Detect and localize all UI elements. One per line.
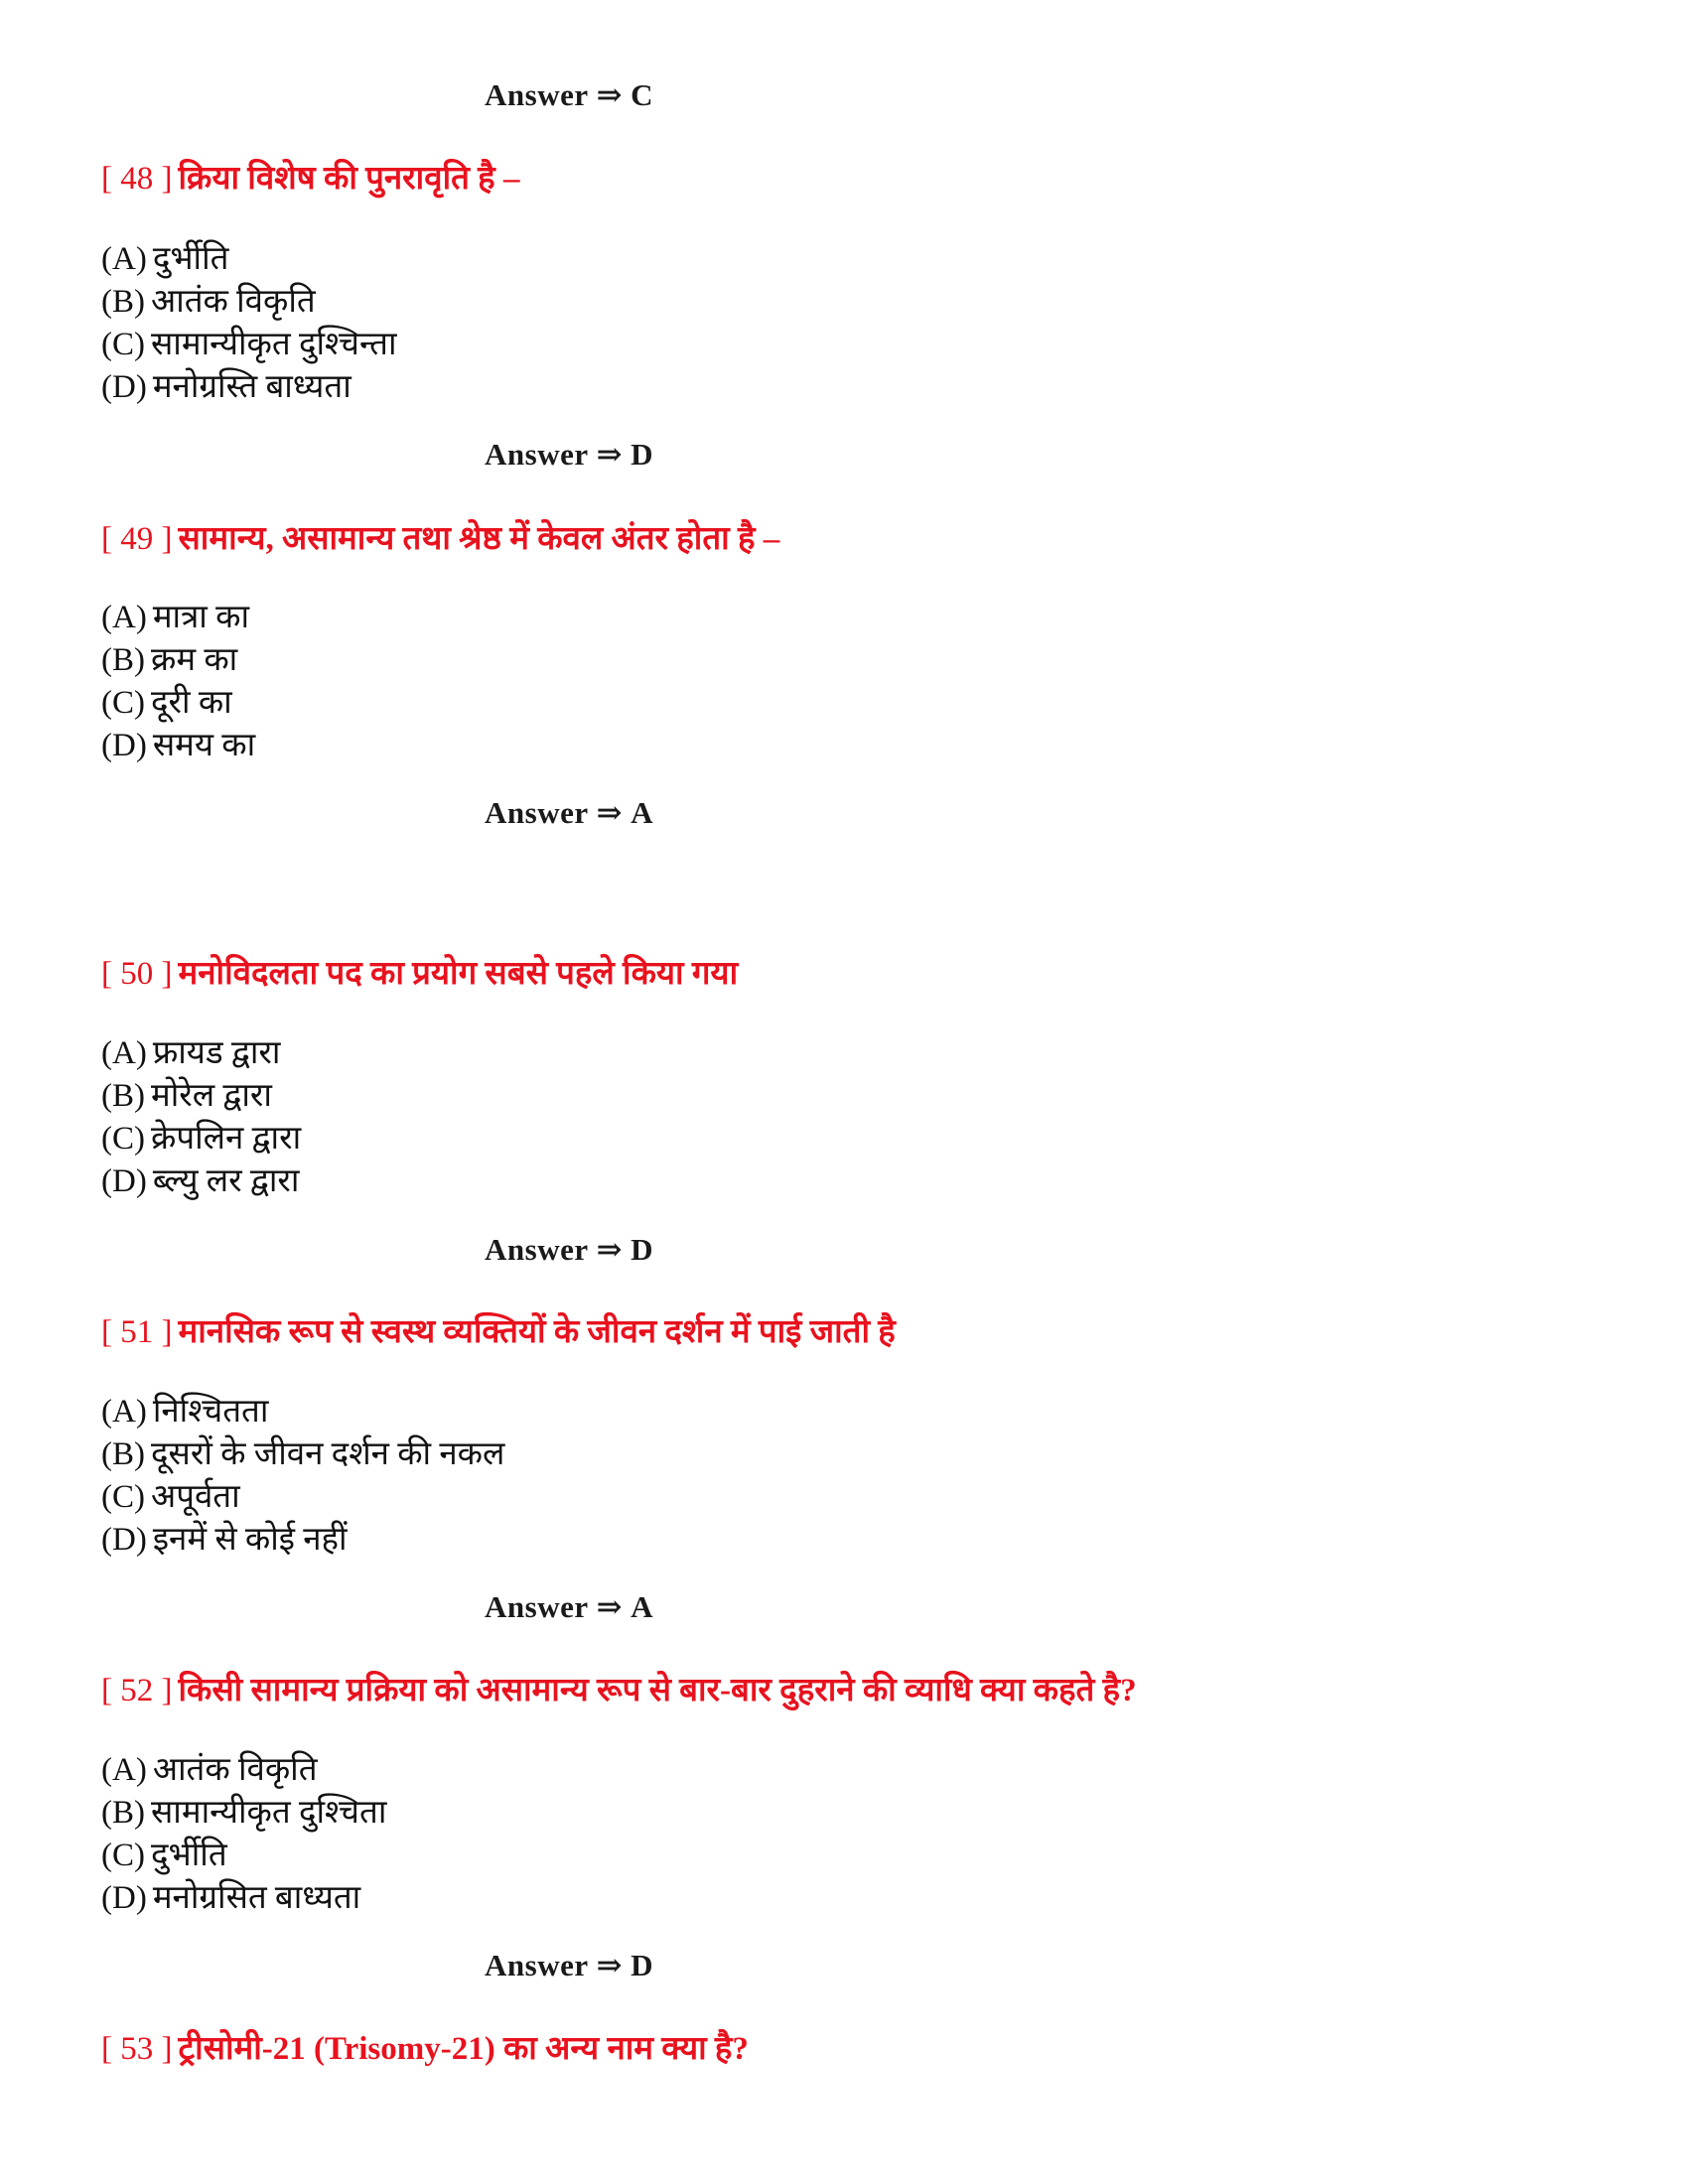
- answer-value: D: [631, 1948, 653, 1982]
- option-item: [101, 277, 316, 322]
- option-text: मात्रा का: [152, 600, 249, 635]
- option-text: आतंक विकृति: [151, 284, 316, 320]
- option-item: [101, 721, 255, 765]
- answer-value: A: [631, 1589, 653, 1624]
- option-text: इनमें से कोई नहीं: [152, 1522, 348, 1558]
- question-heading: [101, 154, 519, 199]
- answer-line: [485, 795, 653, 831]
- option-text: दूरी का: [151, 685, 232, 721]
- option-label: (D): [101, 728, 147, 763]
- option-item: [101, 635, 237, 680]
- option-text: समय का: [152, 728, 256, 763]
- double-arrow-icon: ⇒: [596, 77, 624, 112]
- option-item: [101, 1157, 299, 1201]
- option-text: फ्रायड द्वारा: [152, 1035, 281, 1071]
- option-text: क्रेपलिन द्वारा: [151, 1121, 302, 1157]
- answer-label: Answer: [485, 1589, 589, 1624]
- double-arrow-icon: ⇒: [596, 1232, 624, 1267]
- option-item: [101, 234, 228, 279]
- option-label: (B): [101, 1436, 145, 1472]
- option-item: [101, 593, 249, 637]
- option-item: [101, 678, 232, 723]
- option-item: [101, 1028, 280, 1073]
- option-label: (D): [101, 1522, 147, 1558]
- option-text: निश्चितता: [152, 1394, 269, 1430]
- option-item: [101, 1430, 504, 1474]
- question-number: [ 52 ]: [101, 1673, 173, 1708]
- answer-value: D: [631, 1232, 653, 1267]
- answer-line: [485, 77, 653, 113]
- double-arrow-icon: ⇒: [596, 1589, 624, 1624]
- answer-label: Answer: [485, 437, 589, 472]
- option-label: (B): [101, 284, 145, 320]
- question-text: ट्रीसोमी-21 (Trisomy-21) का अन्य नाम क्या है?: [178, 2031, 749, 2067]
- answer-label: Answer: [485, 795, 589, 830]
- option-label: (C): [101, 1838, 145, 1873]
- answer-label: Answer: [485, 1948, 589, 1982]
- question-text: क्रिया विशेष की पुनरावृति है –: [178, 161, 520, 197]
- option-label: (B): [101, 1078, 145, 1114]
- answer-value: D: [631, 437, 653, 472]
- answer-label: Answer: [485, 77, 589, 112]
- option-text: अपूर्वता: [151, 1479, 240, 1515]
- option-text: ब्ल्यु लर द्वारा: [152, 1163, 300, 1199]
- option-text: दुर्भीति: [151, 1838, 227, 1873]
- question-number: [ 51 ]: [101, 1314, 173, 1350]
- option-item: [101, 1873, 360, 1918]
- option-text: मनोग्रसित बाध्यता: [152, 1880, 361, 1916]
- question-heading: [101, 949, 738, 994]
- option-text: आतंक विकृति: [152, 1752, 318, 1788]
- option-item: [101, 1745, 318, 1790]
- option-text: दूसरों के जीवन दर्शन की नकल: [151, 1436, 505, 1472]
- question-heading: [101, 2024, 749, 2069]
- option-text: दुर्भीति: [152, 241, 229, 277]
- double-arrow-icon: ⇒: [596, 795, 624, 830]
- option-item: [101, 362, 352, 407]
- option-label: (C): [101, 327, 145, 362]
- option-item: [101, 1788, 386, 1833]
- answer-label: Answer: [485, 1232, 589, 1267]
- option-item: [101, 320, 397, 364]
- question-text: सामान्य, असामान्य तथा श्रेष्ठ में केवल अंतर होता है –: [178, 521, 780, 557]
- option-label: (A): [101, 1394, 147, 1430]
- option-label: (B): [101, 1795, 145, 1831]
- option-label: (A): [101, 1035, 147, 1071]
- question-text: किसी सामान्य प्रक्रिया को असामान्य रूप से बार-बार दुहराने की व्याधि क्या कहते है?: [178, 1673, 1137, 1708]
- question-number: [ 48 ]: [101, 161, 173, 197]
- answer-value: C: [631, 77, 653, 112]
- answer-line: [485, 437, 653, 473]
- option-item: [101, 1387, 268, 1432]
- option-item: [101, 1114, 301, 1159]
- question-number: [ 49 ]: [101, 521, 173, 557]
- option-item: [101, 1071, 272, 1116]
- answer-line: [485, 1948, 653, 1983]
- answer-value: A: [631, 795, 653, 830]
- option-text: सामान्यीकृत दुश्चिता: [151, 1795, 387, 1831]
- option-item: [101, 1472, 240, 1517]
- option-label: (B): [101, 642, 145, 678]
- question-heading: [101, 514, 779, 559]
- answer-line: [485, 1232, 653, 1268]
- question-heading: [101, 1307, 896, 1352]
- question-text: मनोविदलता पद का प्रयोग सबसे पहले किया गया: [178, 956, 739, 992]
- double-arrow-icon: ⇒: [596, 437, 624, 472]
- question-number: [ 50 ]: [101, 956, 173, 992]
- double-arrow-icon: ⇒: [596, 1948, 624, 1982]
- option-label: (D): [101, 369, 147, 405]
- option-text: क्रम का: [151, 642, 238, 678]
- option-label: (D): [101, 1163, 147, 1199]
- option-item: [101, 1831, 227, 1875]
- option-label: (C): [101, 685, 145, 721]
- option-label: (D): [101, 1880, 147, 1916]
- option-text: मोरेल द्वारा: [151, 1078, 272, 1114]
- option-label: (A): [101, 241, 147, 277]
- option-text: मनोग्रस्ति बाध्यता: [152, 369, 352, 405]
- question-heading: [101, 1666, 1137, 1710]
- option-text: सामान्यीकृत दुश्चिन्ता: [151, 327, 397, 362]
- answer-line: [485, 1589, 653, 1625]
- option-label: (C): [101, 1121, 145, 1157]
- option-item: [101, 1515, 348, 1560]
- option-label: (A): [101, 600, 147, 635]
- option-label: (A): [101, 1752, 147, 1788]
- question-text: मानसिक रूप से स्वस्थ व्यक्तियों के जीवन दर्शन में पाई जाती है: [178, 1314, 896, 1350]
- question-number: [ 53 ]: [101, 2031, 173, 2067]
- option-label: (C): [101, 1479, 145, 1515]
